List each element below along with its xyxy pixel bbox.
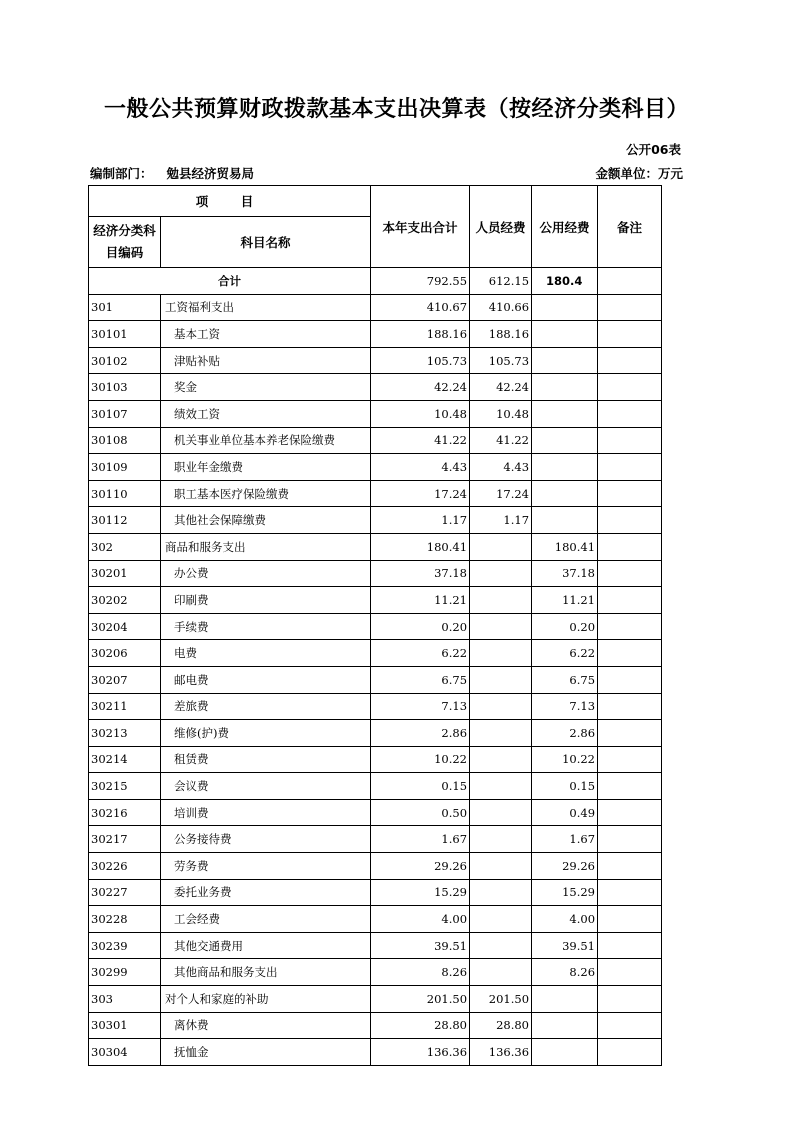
row-remark — [598, 587, 662, 614]
row-code: 30108 — [89, 427, 161, 454]
table-row — [89, 853, 662, 880]
row-code: 30201 — [89, 560, 161, 587]
table-row — [89, 986, 662, 1013]
row-personnel — [470, 587, 532, 614]
row-code: 30228 — [89, 906, 161, 933]
row-total: 0.20 — [371, 613, 470, 640]
row-name: 津贴补贴 — [161, 347, 371, 374]
row-code: 30207 — [89, 666, 161, 693]
row-total: 0.50 — [371, 799, 470, 826]
row-remark — [598, 826, 662, 853]
row-code: 30213 — [89, 720, 161, 747]
row-code: 30102 — [89, 347, 161, 374]
table-row — [89, 374, 662, 401]
table-number: 公开06表 — [626, 142, 681, 157]
row-personnel — [470, 959, 532, 986]
row-remark — [598, 560, 662, 587]
row-code: 30299 — [89, 959, 161, 986]
row-total: 136.36 — [371, 1039, 470, 1066]
row-public: 6.75 — [532, 666, 598, 693]
row-personnel — [470, 613, 532, 640]
row-total: 39.51 — [371, 932, 470, 959]
row-personnel — [470, 773, 532, 800]
row-code: 30202 — [89, 587, 161, 614]
header-total: 本年支出合计 — [371, 186, 470, 268]
row-personnel — [470, 906, 532, 933]
row-public: 8.26 — [532, 959, 598, 986]
row-remark — [598, 613, 662, 640]
table-row — [89, 560, 662, 587]
row-public: 37.18 — [532, 560, 598, 587]
table-row — [89, 347, 662, 374]
row-public — [532, 347, 598, 374]
row-personnel: 410.66 — [470, 294, 532, 321]
table-row — [89, 587, 662, 614]
row-total: 4.00 — [371, 906, 470, 933]
row-code: 301 — [89, 294, 161, 321]
row-total: 10.48 — [371, 400, 470, 427]
row-total: 28.80 — [371, 1012, 470, 1039]
header-code: 经济分类科目编码 — [89, 217, 161, 268]
row-personnel — [470, 720, 532, 747]
row-public: 0.15 — [532, 773, 598, 800]
row-name: 绩效工资 — [161, 400, 371, 427]
row-name: 维修(护)费 — [161, 720, 371, 747]
row-remark — [598, 906, 662, 933]
row-total: 105.73 — [371, 347, 470, 374]
row-personnel — [470, 560, 532, 587]
total-label: 合计 — [89, 268, 371, 295]
row-public: 0.49 — [532, 799, 598, 826]
row-code: 30214 — [89, 746, 161, 773]
header-public: 公用经费 — [532, 186, 598, 268]
row-code: 30226 — [89, 853, 161, 880]
row-code: 30304 — [89, 1039, 161, 1066]
row-name: 基本工资 — [161, 321, 371, 348]
table-row — [89, 480, 662, 507]
row-code: 30227 — [89, 879, 161, 906]
table-row — [89, 640, 662, 667]
row-name: 机关事业单位基本养老保险缴费 — [161, 427, 371, 454]
row-total: 180.41 — [371, 533, 470, 560]
row-remark — [598, 374, 662, 401]
table-row — [89, 720, 662, 747]
row-personnel — [470, 533, 532, 560]
row-public — [532, 427, 598, 454]
row-public: 0.20 — [532, 613, 598, 640]
row-public: 2.86 — [532, 720, 598, 747]
row-name: 其他商品和服务支出 — [161, 959, 371, 986]
row-personnel — [470, 932, 532, 959]
row-name: 委托业务费 — [161, 879, 371, 906]
row-name: 抚恤金 — [161, 1039, 371, 1066]
row-public — [532, 400, 598, 427]
row-name: 手续费 — [161, 613, 371, 640]
total-public: 180.4 — [532, 268, 598, 295]
row-personnel — [470, 826, 532, 853]
row-public — [532, 294, 598, 321]
row-name: 电费 — [161, 640, 371, 667]
table-row — [89, 932, 662, 959]
row-total: 42.24 — [371, 374, 470, 401]
row-public: 15.29 — [532, 879, 598, 906]
row-code: 30110 — [89, 480, 161, 507]
row-public: 11.21 — [532, 587, 598, 614]
row-public: 6.22 — [532, 640, 598, 667]
table-row — [89, 427, 662, 454]
row-public — [532, 480, 598, 507]
row-personnel — [470, 746, 532, 773]
row-code: 30216 — [89, 799, 161, 826]
row-personnel: 17.24 — [470, 480, 532, 507]
row-total: 10.22 — [371, 746, 470, 773]
department-line — [90, 164, 254, 182]
row-remark — [598, 986, 662, 1013]
row-total: 8.26 — [371, 959, 470, 986]
row-total: 1.17 — [371, 507, 470, 534]
row-public — [532, 1039, 598, 1066]
row-name: 公务接待费 — [161, 826, 371, 853]
row-name: 劳务费 — [161, 853, 371, 880]
row-name: 培训费 — [161, 799, 371, 826]
row-personnel: 28.80 — [470, 1012, 532, 1039]
expenditure-table — [88, 185, 662, 1066]
row-remark — [598, 533, 662, 560]
row-personnel — [470, 666, 532, 693]
row-remark — [598, 347, 662, 374]
table-body — [89, 268, 662, 1066]
table-row — [89, 1012, 662, 1039]
row-code: 30107 — [89, 400, 161, 427]
table-row — [89, 454, 662, 481]
row-personnel: 10.48 — [470, 400, 532, 427]
row-remark — [598, 1012, 662, 1039]
row-code: 30109 — [89, 454, 161, 481]
table-row — [89, 533, 662, 560]
row-code: 30301 — [89, 1012, 161, 1039]
row-public: 10.22 — [532, 746, 598, 773]
row-name: 离休费 — [161, 1012, 371, 1039]
total-remark — [598, 268, 662, 295]
row-total: 29.26 — [371, 853, 470, 880]
total-amount: 792.55 — [371, 268, 470, 295]
table-row — [89, 321, 662, 348]
table-row — [89, 400, 662, 427]
row-name: 职工基本医疗保险缴费 — [161, 480, 371, 507]
row-public: 1.67 — [532, 826, 598, 853]
row-public: 39.51 — [532, 932, 598, 959]
row-remark — [598, 294, 662, 321]
department-value: 勉县经济贸易局 — [166, 166, 255, 181]
row-remark — [598, 640, 662, 667]
row-total: 201.50 — [371, 986, 470, 1013]
row-remark — [598, 853, 662, 880]
row-public: 4.00 — [532, 906, 598, 933]
row-personnel — [470, 799, 532, 826]
row-remark — [598, 666, 662, 693]
row-public — [532, 1012, 598, 1039]
row-code: 30112 — [89, 507, 161, 534]
header-personnel: 人员经费 — [470, 186, 532, 268]
row-total: 4.43 — [371, 454, 470, 481]
row-personnel: 188.16 — [470, 321, 532, 348]
row-public — [532, 507, 598, 534]
row-public: 180.41 — [532, 533, 598, 560]
table-row — [89, 826, 662, 853]
row-remark — [598, 1039, 662, 1066]
row-total: 1.67 — [371, 826, 470, 853]
row-remark — [598, 507, 662, 534]
row-name: 其他社会保障缴费 — [161, 507, 371, 534]
row-name: 奖金 — [161, 374, 371, 401]
row-total: 6.22 — [371, 640, 470, 667]
amount-unit: 金额单位：万元 — [595, 166, 683, 181]
row-name: 对个人和家庭的补助 — [161, 986, 371, 1013]
row-code: 30211 — [89, 693, 161, 720]
row-remark — [598, 746, 662, 773]
header-name: 科目名称 — [161, 217, 371, 268]
row-remark — [598, 932, 662, 959]
row-personnel: 105.73 — [470, 347, 532, 374]
row-remark — [598, 321, 662, 348]
total-personnel: 612.15 — [470, 268, 532, 295]
header-item: 项 目 — [89, 186, 371, 217]
row-name: 职业年金缴费 — [161, 454, 371, 481]
row-code: 30239 — [89, 932, 161, 959]
row-code: 30217 — [89, 826, 161, 853]
row-remark — [598, 427, 662, 454]
row-remark — [598, 773, 662, 800]
row-remark — [598, 400, 662, 427]
department-label: 编制部门： — [90, 166, 153, 181]
row-name: 其他交通费用 — [161, 932, 371, 959]
row-public: 7.13 — [532, 693, 598, 720]
row-total: 7.13 — [371, 693, 470, 720]
table-row — [89, 879, 662, 906]
table-row — [89, 1039, 662, 1066]
row-name: 工会经费 — [161, 906, 371, 933]
row-name: 商品和服务支出 — [161, 533, 371, 560]
row-personnel — [470, 879, 532, 906]
table-row — [89, 773, 662, 800]
row-personnel — [470, 640, 532, 667]
row-name: 印刷费 — [161, 587, 371, 614]
row-total: 410.67 — [371, 294, 470, 321]
table-row — [89, 959, 662, 986]
row-code: 30204 — [89, 613, 161, 640]
row-code: 30101 — [89, 321, 161, 348]
row-remark — [598, 693, 662, 720]
table-row — [89, 294, 662, 321]
table-row — [89, 613, 662, 640]
row-public: 29.26 — [532, 853, 598, 880]
row-public — [532, 454, 598, 481]
row-personnel: 41.22 — [470, 427, 532, 454]
row-public — [532, 986, 598, 1013]
row-code: 30103 — [89, 374, 161, 401]
row-total: 41.22 — [371, 427, 470, 454]
row-total: 0.15 — [371, 773, 470, 800]
row-remark — [598, 959, 662, 986]
row-total: 11.21 — [371, 587, 470, 614]
row-remark — [598, 720, 662, 747]
report-title: 一般公共预算财政拨款基本支出决算表（按经济分类科目） — [103, 97, 689, 122]
row-remark — [598, 480, 662, 507]
table-row — [89, 693, 662, 720]
table-row — [89, 666, 662, 693]
row-personnel: 136.36 — [470, 1039, 532, 1066]
row-name: 会议费 — [161, 773, 371, 800]
row-personnel: 42.24 — [470, 374, 532, 401]
row-personnel — [470, 693, 532, 720]
row-public — [532, 321, 598, 348]
row-name: 工资福利支出 — [161, 294, 371, 321]
table-row — [89, 746, 662, 773]
row-name: 差旅费 — [161, 693, 371, 720]
row-total: 6.75 — [371, 666, 470, 693]
row-total: 15.29 — [371, 879, 470, 906]
header-remark: 备注 — [598, 186, 662, 268]
table-row — [89, 906, 662, 933]
row-code: 30215 — [89, 773, 161, 800]
row-total: 2.86 — [371, 720, 470, 747]
row-name: 租赁费 — [161, 746, 371, 773]
row-code: 303 — [89, 986, 161, 1013]
row-personnel: 201.50 — [470, 986, 532, 1013]
row-code: 30206 — [89, 640, 161, 667]
row-remark — [598, 454, 662, 481]
row-remark — [598, 799, 662, 826]
row-total: 37.18 — [371, 560, 470, 587]
row-total: 188.16 — [371, 321, 470, 348]
row-name: 办公费 — [161, 560, 371, 587]
row-personnel: 1.17 — [470, 507, 532, 534]
row-public — [532, 374, 598, 401]
row-remark — [598, 879, 662, 906]
row-total: 17.24 — [371, 480, 470, 507]
row-name: 邮电费 — [161, 666, 371, 693]
row-personnel: 4.43 — [470, 454, 532, 481]
table-row — [89, 799, 662, 826]
total-row — [89, 268, 662, 295]
table-row — [89, 507, 662, 534]
row-code: 302 — [89, 533, 161, 560]
row-personnel — [470, 853, 532, 880]
